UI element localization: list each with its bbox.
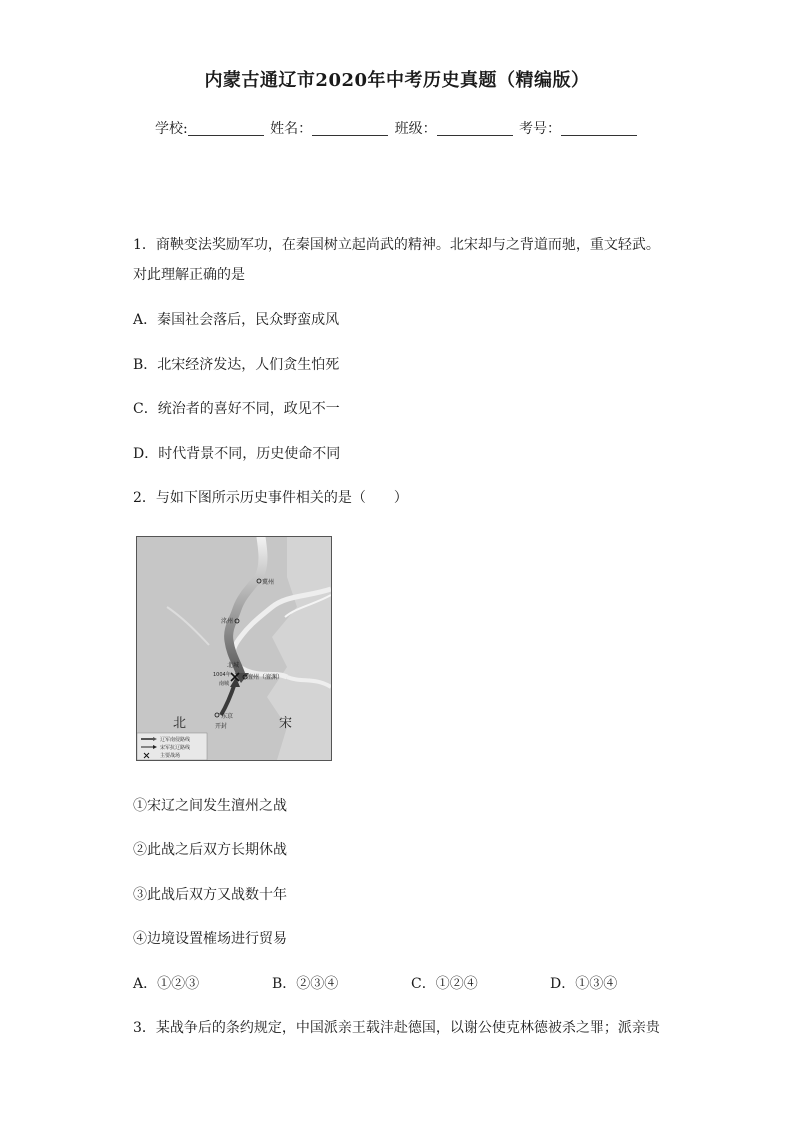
map-label-jizhou: 冀州 (262, 579, 275, 586)
q1-option-b: B．北宋经济发达，人们贪生怕死 (133, 357, 340, 373)
q3-stem-line1: 3．某战争后的条约规定，中国派亲王载沣赴德国，以谢公使克林德被杀之罪；派亲贵 (133, 1020, 660, 1036)
q2-statement-4: ④边境设置榷场进行贸易 (133, 931, 287, 947)
q2-answer-b: B．②③④ (272, 976, 339, 992)
q1-stem-line2: 对此理解正确的是 (133, 267, 245, 283)
number-label: 考号： (519, 121, 562, 137)
q2-answer-a: A．①②③ (133, 976, 200, 992)
map-region-song: 宋 (279, 716, 293, 731)
q1-stem-line1: 1．商鞅变法奖励军功，在秦国树立起尚武的精神。北宋却与之背道而驰，重文轻武。 (133, 237, 660, 253)
class-blank (437, 121, 513, 136)
map-label-kaifeng: 开封 (215, 723, 228, 730)
q1-option-d: D．时代背景不同，历史使命不同 (133, 446, 341, 462)
number-blank (561, 121, 637, 136)
q2-answer-d: D．①③④ (550, 976, 618, 992)
q2-stem: 2．与如下图所示历史事件相关的是（ ） (133, 490, 408, 506)
name-label: 姓名： (270, 121, 313, 137)
map-label-mingzhou: 洺州 (221, 618, 234, 625)
map-legend-battle: 主要战场 (160, 753, 181, 759)
q2-answer-c: C．①②④ (411, 976, 478, 992)
page-title: 内蒙古通辽市2020年中考历史真题（精编版） (204, 70, 590, 91)
q1-option-a: A．秦国社会落后，民众野蛮成风 (133, 312, 340, 328)
map-label-year: 1004年 (213, 672, 231, 678)
student-info-line (0, 118, 794, 138)
map-label-dongjing: 东京 (221, 713, 234, 720)
map-region-bei: 北 (173, 716, 187, 731)
map-label-chanzhou: 澶州（澶渊） (247, 674, 284, 681)
q1-option-c: C．统治者的喜好不同，政见不一 (133, 401, 340, 417)
school-blank (188, 121, 264, 136)
q2-answer-options (133, 973, 689, 993)
school-label: 学校: (154, 121, 188, 137)
map-graphic (137, 537, 331, 760)
map-label-beicheng: 北城 (227, 662, 240, 669)
q2-statement-1: ①宋辽之间发生澶州之战 (133, 798, 287, 814)
map-legend-liao: 辽军南侵路线 (160, 737, 191, 743)
class-label: 班级： (394, 121, 437, 137)
q2-statement-3: ③此战后双方又战数十年 (133, 887, 287, 903)
map-legend-song: 宋军抗辽路线 (160, 745, 191, 751)
q2-statement-2: ②此战之后双方长期休战 (133, 842, 287, 858)
name-blank (312, 121, 388, 136)
chanyuan-battle-map (136, 536, 332, 761)
map-label-nancheng: 南城 (219, 681, 230, 687)
